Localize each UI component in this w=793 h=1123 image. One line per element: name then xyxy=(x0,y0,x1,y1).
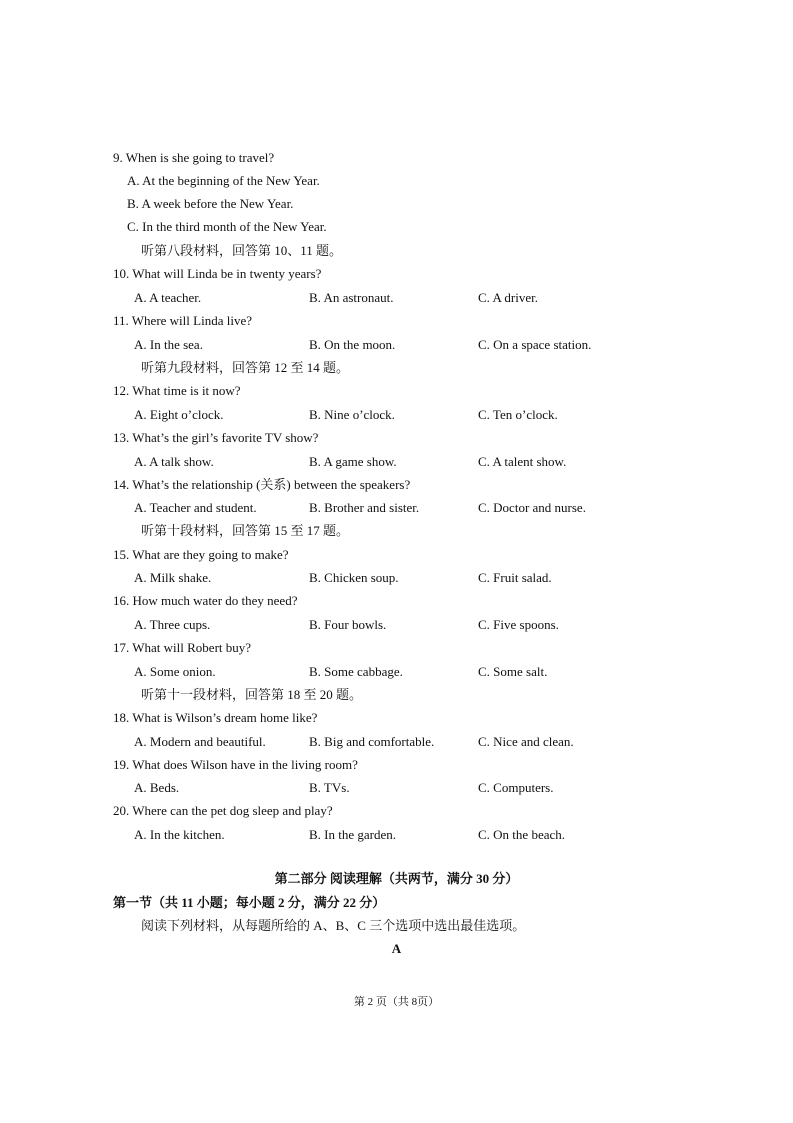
question-17: 17. What will Robert buy? xyxy=(113,640,252,655)
q17-option-c: C. Some salt. xyxy=(478,664,548,679)
q20-option-c: C. On the beach. xyxy=(478,827,566,842)
instruction-section-8: 听第八段材料，回答第 10、11 题。 xyxy=(141,243,343,258)
q12-option-a: A. Eight o’clock. xyxy=(134,407,224,422)
question-19: 19. What does Wilson have in the living room? xyxy=(113,757,358,772)
q9-option-b: B. A week before the New Year. xyxy=(127,196,294,211)
instruction-section-11: 听第十一段材料，回答第 18 至 20 题。 xyxy=(141,687,363,702)
question-15: 15. What are they going to make? xyxy=(113,547,289,562)
q11-option-b: B. On the moon. xyxy=(309,337,396,352)
q16-option-b: B. Four bowls. xyxy=(309,617,387,632)
q14-option-a: A. Teacher and student. xyxy=(134,500,257,515)
q12-option-c: C. Ten o’clock. xyxy=(478,407,558,422)
q16-option-c: C. Five spoons. xyxy=(478,617,559,632)
q9-option-a: A. At the beginning of the New Year. xyxy=(127,173,320,188)
q14-option-b: B. Brother and sister. xyxy=(309,500,420,515)
q19-option-b: B. TVs. xyxy=(309,780,350,795)
q18-option-b: B. Big and comfortable. xyxy=(309,734,435,749)
q18-option-a: A. Modern and beautiful. xyxy=(134,734,266,749)
q10-option-b: B. An astronaut. xyxy=(309,290,394,305)
q10-option-a: A. A teacher. xyxy=(134,290,202,305)
question-20: 20. Where can the pet dog sleep and play? xyxy=(113,803,333,818)
part-two-title: 第二部分 阅读理解（共两节，满分 30 分） xyxy=(274,871,519,886)
q11-option-c: C. On a space station. xyxy=(478,337,592,352)
question-12: 12. What time is it now? xyxy=(113,383,241,398)
question-9: 9. When is she going to travel? xyxy=(113,150,275,165)
q20-option-a: A. In the kitchen. xyxy=(134,827,225,842)
q10-option-c: C. A driver. xyxy=(478,290,538,305)
page-footer: 第 2 页（共 8页） xyxy=(353,996,440,1008)
q17-option-b: B. Some cabbage. xyxy=(309,664,403,679)
section-one-title: 第一节（共 11 小题；每小题 2 分，满分 22 分） xyxy=(113,895,386,910)
q13-option-b: B. A game show. xyxy=(309,454,397,469)
q13-option-a: A. A talk show. xyxy=(134,454,214,469)
question-16: 16. How much water do they need? xyxy=(113,593,298,608)
question-18: 18. What is Wilson’s dream home like? xyxy=(113,710,318,725)
question-13: 13. What’s the girl’s favorite TV show? xyxy=(113,430,319,445)
q15-option-b: B. Chicken soup. xyxy=(309,570,399,585)
instruction-section-9: 听第九段材料，回答第 12 至 14 题。 xyxy=(141,360,350,375)
instruction-section-10: 听第十段材料，回答第 15 至 17 题。 xyxy=(141,523,350,538)
question-10: 10. What will Linda be in twenty years? xyxy=(113,266,322,281)
passage-label: A xyxy=(391,941,402,956)
q20-option-b: B. In the garden. xyxy=(309,827,397,842)
q17-option-a: A. Some onion. xyxy=(134,664,216,679)
q12-option-b: B. Nine o’clock. xyxy=(309,407,395,422)
q11-option-a: A. In the sea. xyxy=(134,337,203,352)
q19-option-c: C. Computers. xyxy=(478,780,554,795)
q14-option-c: C. Doctor and nurse. xyxy=(478,500,586,515)
q18-option-c: C. Nice and clean. xyxy=(478,734,574,749)
question-11: 11. Where will Linda live? xyxy=(113,313,252,328)
q15-option-a: A. Milk shake. xyxy=(134,570,212,585)
q13-option-c: C. A talent show. xyxy=(478,454,567,469)
q16-option-a: A. Three cups. xyxy=(134,617,211,632)
q9-option-c: C. In the third month of the New Year. xyxy=(127,219,327,234)
q19-option-a: A. Beds. xyxy=(134,780,180,795)
question-14: 14. What’s the relationship (关系) between the speakers? xyxy=(113,477,411,492)
q15-option-c: C. Fruit salad. xyxy=(478,570,552,585)
reading-instruction: 阅读下列材料，从每题所给的 A、B、C 三个选项中选出最佳选项。 xyxy=(141,918,526,933)
